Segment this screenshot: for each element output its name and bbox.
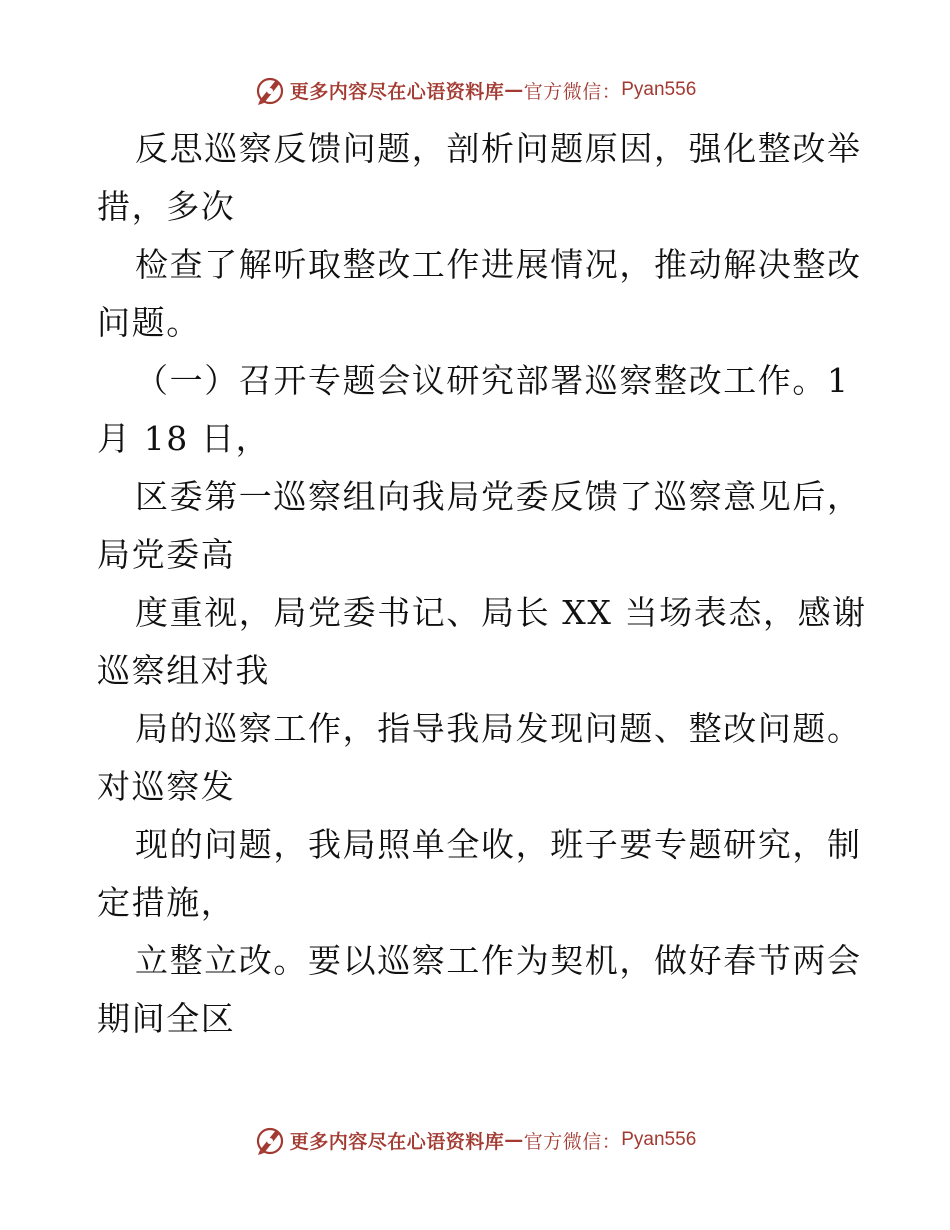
body-line: 度重视，局党委书记、局长 XX 当场表态，感谢 <box>135 593 867 632</box>
pen-logo-icon <box>254 1124 286 1156</box>
pen-logo-icon <box>254 74 286 106</box>
body-line: 立整立改。要以巡察工作为契机，做好春节两会 <box>135 941 862 980</box>
header-wechat-label: 官方微信： <box>523 80 622 103</box>
header-banner <box>0 70 950 110</box>
footer-wechat-label: 官方微信： <box>523 1130 622 1153</box>
body-line: （一）召开专题会议研究部署巡察整改工作。1 <box>135 361 850 400</box>
footer-brand-text: 更多内容尽在心语资料库 <box>289 1130 505 1153</box>
body-line: 定措施， <box>97 883 236 922</box>
header-brand-text: 更多内容尽在心语资料库 <box>289 80 505 103</box>
footer-wechat-id: Pyan556 <box>621 1129 697 1150</box>
body-line: 反思巡察反馈问题，剖析问题原因，强化整改举 <box>135 129 862 168</box>
footer-separator: — <box>504 1129 524 1151</box>
body-line: 现的问题，我局照单全收，班子要专题研究，制 <box>135 825 862 864</box>
body-line: 检查了解听取整改工作进展情况，推动解决整改 <box>135 245 862 284</box>
body-line: 对巡察发 <box>97 767 236 806</box>
body-line: 期间全区 <box>97 999 236 1038</box>
body-line: 问题。 <box>97 303 201 342</box>
body-line: 措，多次 <box>97 187 236 226</box>
header-separator: — <box>504 79 524 101</box>
body-line: 月 18 日， <box>97 419 271 458</box>
document-body <box>97 120 867 1048</box>
body-line: 局党委高 <box>97 535 236 574</box>
body-line: 区委第一巡察组向我局党委反馈了巡察意见后， <box>135 477 862 516</box>
body-line: 巡察组对我 <box>97 651 270 690</box>
body-line: 局的巡察工作，指导我局发现问题、整改问题。 <box>135 709 862 748</box>
header-wechat-id: Pyan556 <box>621 79 697 100</box>
footer-banner <box>0 1120 950 1160</box>
